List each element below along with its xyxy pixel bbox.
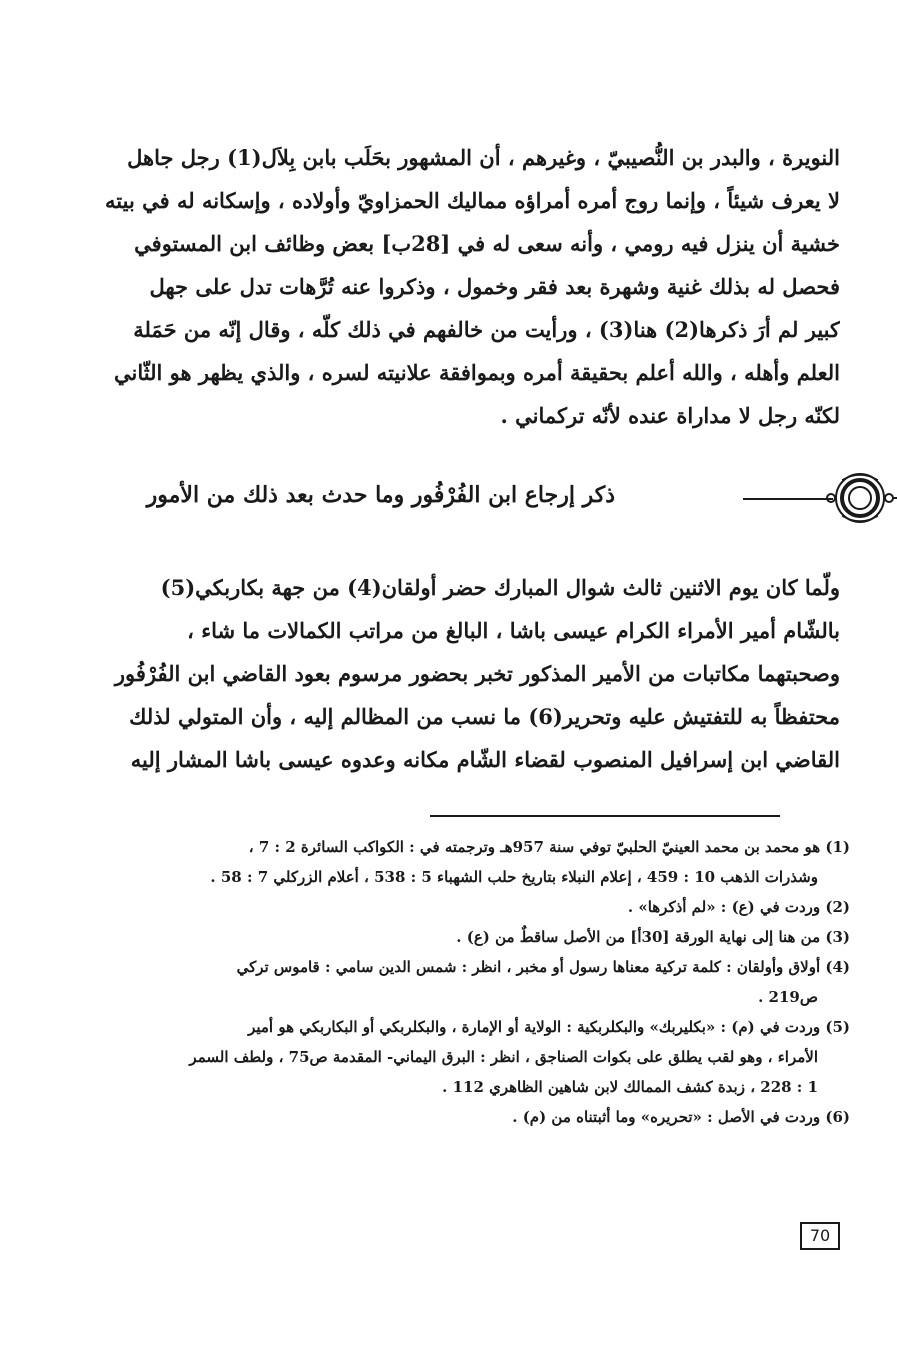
footnote-line: (4) أولاق وأولقان : كلمة تركية معناها رسول أو مخبر ، انظر : شمس الدين سامي : قاموس تركي	[236, 958, 850, 976]
text-line: العلم وأهله ، والله أعلم بحقيقة أمره وبموافقة علانيته لسره ، والذي يظهر هو الثّاني	[114, 360, 840, 385]
text-line: النويرة ، والبدر بن النُّصيبيّ ، وغيرهم ، أن المشهور بحَلَب بابن بِلاَل(1) رجل جاهل	[127, 145, 840, 170]
heading-rule	[743, 498, 833, 500]
footnote-line: الأمراء ، وهو لقب يطلق على بكوات الصناجق ، انظر : البرق اليماني- المقدمة ص75 ، ولطف السمر	[189, 1048, 818, 1066]
text-line: لكنّه رجل لا مداراة عنده لأنّه تركماني .	[500, 403, 840, 428]
paragraph-1	[60, 136, 840, 437]
footnote-line: (1) هو محمد بن محمد العينيّ الحلبيّ توفي سنة 957هـ وترجمته في : الكواكب السائرة 2 : 7 ،	[248, 838, 850, 856]
section-heading	[55, 468, 845, 528]
text-line: خشية أن ينزل فيه رومي ، وأنه سعى له في [28ب] بعض وظائف ابن المستوفي	[134, 231, 840, 256]
footnote-line: ص219 .	[758, 988, 818, 1006]
footnote-line: (2) وردت في (ع) : «لم أذكرها» .	[627, 898, 850, 916]
text-line: محتفظاً به للتفتيش عليه وتحرير(6) ما نسب من المظالم إليه ، وأن المتولي لذلك	[129, 704, 840, 729]
footnote-line: (5) وردت في (م) : «بكليربك» والبكلربكية : الولاية أو الإمارة ، والبكلربكي أو البكاربكي هو أمير	[248, 1018, 850, 1036]
heading-title: ذكر إرجاع ابن الفُرْفُور وما حدث بعد ذلك من الأمور	[146, 482, 615, 508]
text-line: ولّما كان يوم الاثنين ثالث شوال المبارك حضر أولقان(4) من جهة بكاربكي(5)	[160, 575, 840, 600]
footnote-line: 1 : 228 ، زبدة كشف الممالك لابن شاهين الظاهري 112 .	[442, 1078, 818, 1096]
footnote-line: (3) من هنا إلى نهاية الورقة [30أ] من الأصل ساقطٌ من (ع) .	[456, 928, 850, 946]
text-line: بالشّام أمير الأمراء الكرام عيسى باشا ، البالغ من مراتب الكمالات ما شاء ،	[187, 618, 840, 643]
text-line: لا يعرف شيئاً ، وإنما روج أمره أمراؤه مماليك الحمزاويّ وأولاده ، وإسكانه له في بيته	[105, 188, 840, 213]
page-number: 70	[800, 1222, 840, 1250]
footnote-line: وشذرات الذهب 10 : 459 ، إعلام النبلاء بتاريخ حلب الشهباء 5 : 538 ، أعلام الزركلي 7 : 58 .	[210, 868, 818, 886]
footnote-divider	[430, 815, 780, 817]
ornament-icon	[825, 468, 897, 528]
paragraph-2	[60, 566, 840, 781]
footnote-line: (6) وردت في الأصل : «تحريره» وما أثبتناه من (م) .	[512, 1108, 850, 1126]
text-line: وصحبتهما مكاتبات من الأمير المذكور تخبر بحضور مرسوم بعود القاضي ابن الفُرْفُور	[114, 661, 840, 686]
text-line: القاضي ابن إسرافيل المنصوب لقضاء الشّام مكانه وعدوه عيسى باشا المشار إليه	[130, 747, 840, 772]
text-line: كبير لم أرَ ذكرها(2) هنا(3) ، ورأيت من خالفهم في ذلك كلّه ، وقال إنّه من حَمَلة	[133, 317, 840, 342]
footnotes	[60, 832, 850, 1132]
text-line: فحصل له بذلك غنية وشهرة بعد فقر وخمول ، وذكروا عنه تُرَّهات تدل على جهل	[149, 274, 840, 299]
